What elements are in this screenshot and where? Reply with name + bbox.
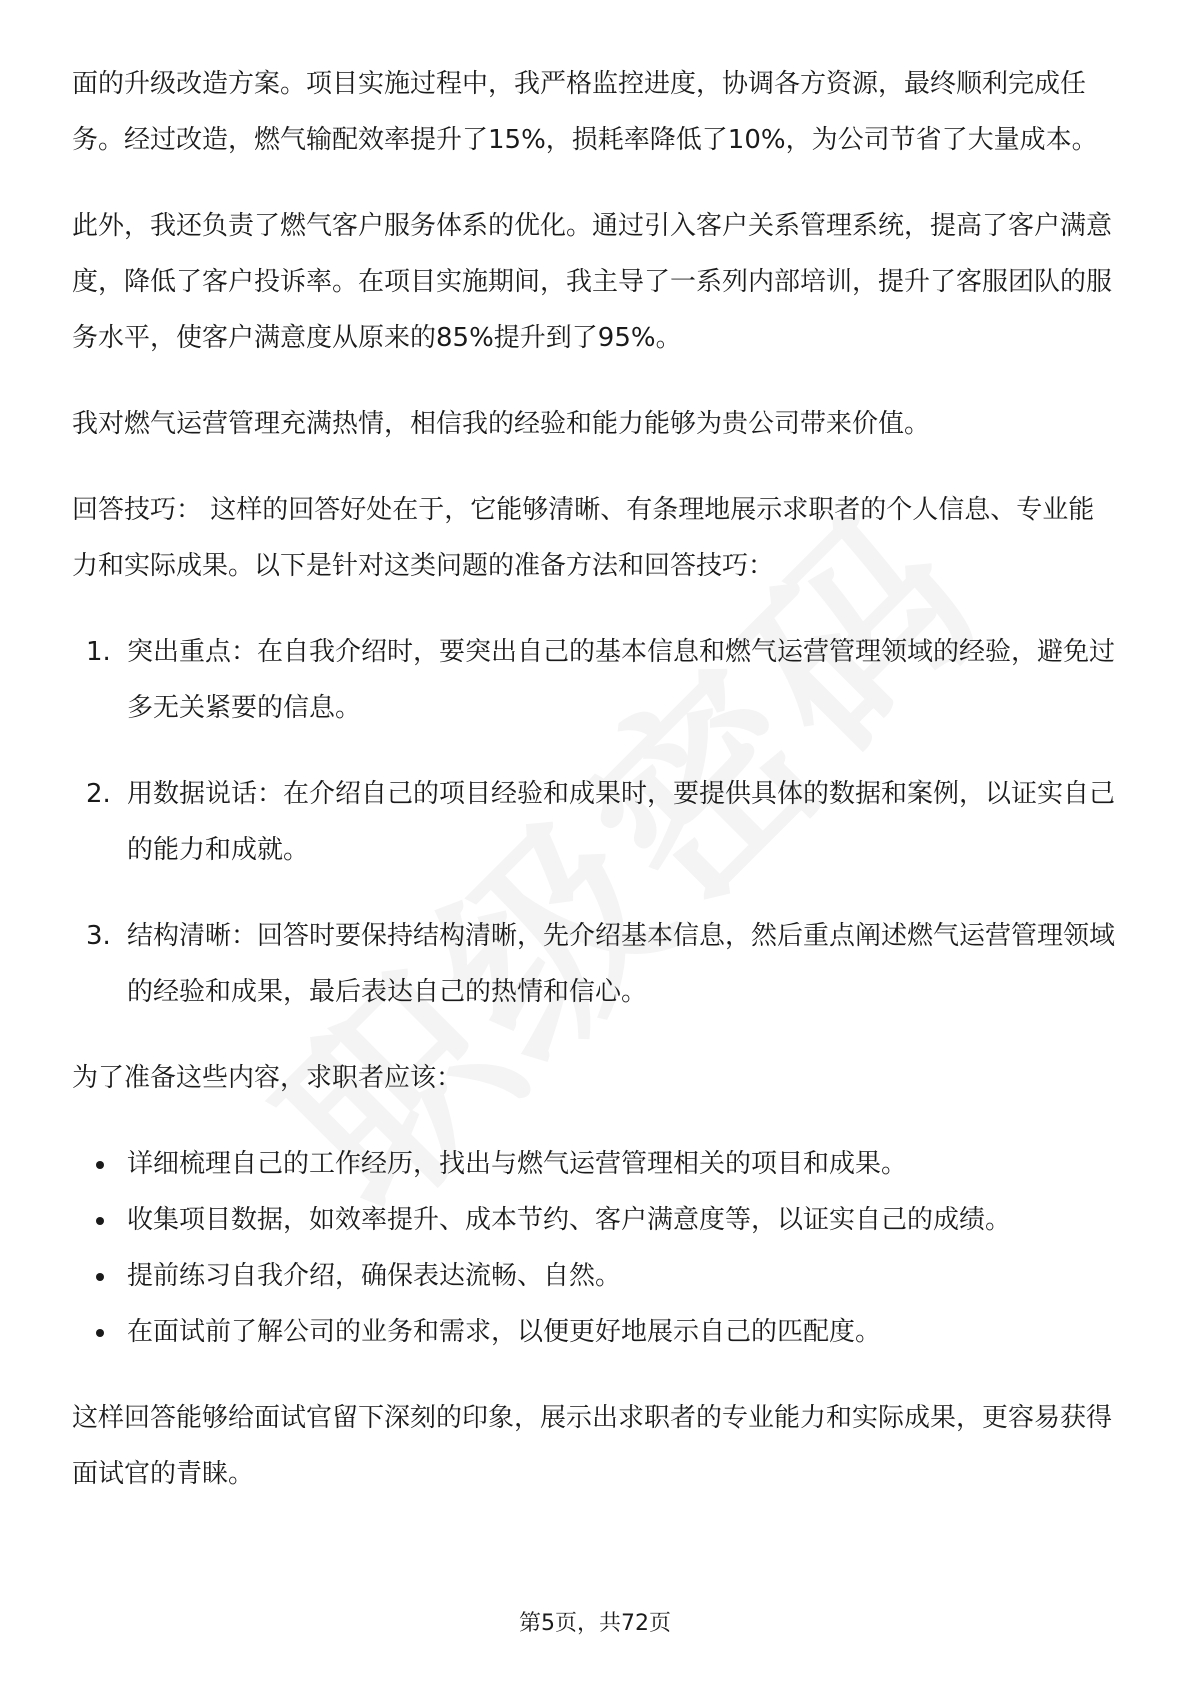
list-item (72, 1304, 1118, 1360)
list-item-text: 突出重点：在自我介绍时，要突出自己的基本信息和燃气运营管理领域的经验，避免过多无关紧要的信息。 (127, 637, 1116, 723)
paragraph-answer-tips: 回答技巧： 这样的回答好处在于，它能够清晰、有条理地展示求职者的个人信息、专业能力和实际成果。以下是针对这类问题的准备方法和回答技巧： (72, 495, 1095, 581)
list-item (72, 1136, 1118, 1192)
document-body (72, 56, 1118, 1502)
list-number: 3. (86, 921, 111, 951)
list-number: 1. (86, 637, 111, 667)
list-item-text: 结构清晰：回答时要保持结构清晰，先介绍基本信息，然后重点阐述燃气运营管理领域的经验和成果，最后表达自己的热情和信心。 (127, 921, 1116, 1007)
paragraph-passion: 我对燃气运营管理充满热情，相信我的经验和能力能够为贵公司带来价值。 (72, 409, 931, 439)
tips-list (72, 624, 1118, 1020)
list-item-text: 收集项目数据，如效率提升、成本节约、客户满意度等，以证实自己的成绩。 (127, 1205, 1012, 1235)
prep-list (72, 1136, 1118, 1360)
bullet-icon (96, 1161, 104, 1169)
list-item (72, 1192, 1118, 1248)
paragraph-customer-service: 此外，我还负责了燃气客户服务体系的优化。通过引入客户关系管理系统，提高了客户满意度，降低了客户投诉率。在项目实施期间，我主导了一系列内部培训，提升了客服团队的服务水平，使客户满意度从原来的85%提升到了95%。 (72, 211, 1113, 353)
page-footer: 第5页，共72页 (519, 1611, 671, 1636)
list-item-text: 提前练习自我介绍，确保表达流畅、自然。 (127, 1261, 622, 1291)
list-item (72, 624, 1118, 736)
paragraph-closing: 这样回答能够给面试官留下深刻的印象，展示出求职者的专业能力和实际成果，更容易获得面试官的青睐。 (72, 1403, 1113, 1489)
paragraph-prep-intro: 为了准备这些内容，求职者应该： (72, 1063, 463, 1093)
paragraph-project-result: 面的升级改造方案。项目实施过程中，我严格监控进度，协调各方资源，最终顺利完成任务。经过改造，燃气输配效率提升了15%，损耗率降低了10%，为公司节省了大量成本。 (72, 69, 1098, 155)
list-item (72, 908, 1118, 1020)
list-item-text: 在面试前了解公司的业务和需求，以便更好地展示自己的匹配度。 (127, 1317, 882, 1347)
list-number: 2. (86, 779, 111, 809)
bullet-icon (96, 1273, 104, 1281)
bullet-icon (96, 1329, 104, 1337)
list-item (72, 1248, 1118, 1304)
list-item-text: 详细梳理自己的工作经历，找出与燃气运营管理相关的项目和成果。 (127, 1149, 908, 1179)
bullet-icon (96, 1217, 104, 1225)
list-item (72, 766, 1118, 878)
list-item-text: 用数据说话：在介绍自己的项目经验和成果时，要提供具体的数据和案例，以证实自己的能力和成就。 (127, 779, 1116, 865)
